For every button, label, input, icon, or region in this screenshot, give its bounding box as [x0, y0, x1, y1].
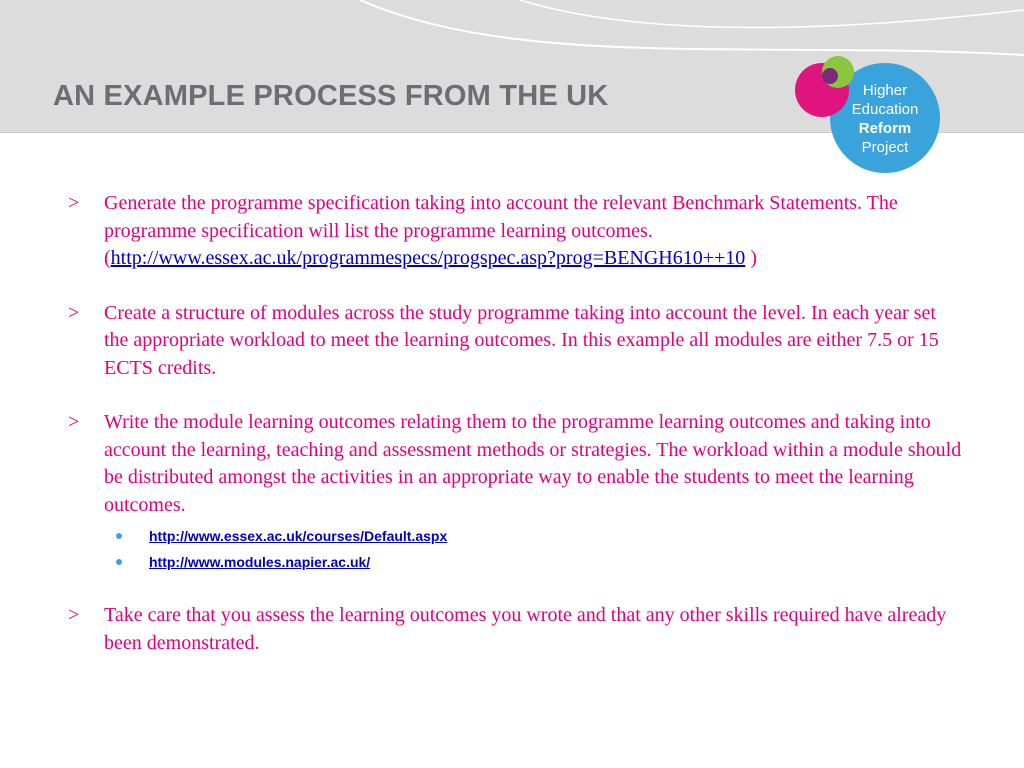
essex-courses-link[interactable]: http://www.essex.ac.uk/courses/Default.aspx — [149, 528, 448, 544]
bullet-marker: > — [68, 301, 80, 324]
sub-list-item — [104, 523, 962, 549]
bullet-point-3-text: Write the module learning outcomes relating them to the programme learning outcomes and taking into account the learning, teaching and assessment methods or strategies. The workload within a module should be distributed amongst the activities in an appropriate way to enable the students to meet the learning outcomes. — [104, 411, 962, 516]
bullet-point-2-text: Create a structure of modules across the study programme taking into account the level. In each year set the appropriate workload to meet the learning outcomes. In this example all modules are either 7.5 or 15 ECTS credits. — [104, 301, 939, 379]
bullet-point-1-text: Generate the programme specification taking into account the relevant Benchmark Statements. The programme specification will list the programme learning outcomes. — [104, 192, 898, 242]
logo-text-line1: Higher — [862, 82, 908, 99]
bullet-point-3 — [62, 409, 962, 575]
logo-text-line3: Reform — [858, 120, 912, 137]
sub-list-item — [104, 549, 962, 575]
logo-text-line4: Project — [861, 139, 909, 156]
programme-spec-link[interactable]: http://www.essex.ac.uk/programmespecs/progspec.asp?prog=BENGH610++10 — [110, 247, 746, 269]
bullet-point-1 — [62, 190, 962, 273]
bullet-dot-icon — [116, 533, 122, 539]
sub-link-list — [104, 523, 962, 575]
bullet-dot-icon — [116, 559, 122, 565]
bullet-marker: > — [68, 192, 80, 214]
higher-education-reform-project-logo — [790, 48, 950, 176]
bullet-list — [62, 190, 962, 657]
bullet-point-2 — [62, 300, 962, 383]
bullet-point-4-text: Take care that you assess the learning outcomes you wrote and that any other skills required have already been demonstrated. — [104, 604, 947, 654]
slide-title: AN EXAMPLE PROCESS FROM THE UK — [53, 80, 609, 112]
bullet-marker: > — [68, 604, 80, 626]
bullet-marker: > — [68, 411, 80, 433]
link-close-paren: ) — [745, 247, 757, 269]
napier-modules-link[interactable]: http://www.modules.napier.ac.uk/ — [149, 554, 371, 570]
link-open-paren: ( — [104, 247, 111, 269]
logo-text-line2: Education — [851, 101, 919, 118]
bullet-point-4 — [62, 602, 962, 657]
